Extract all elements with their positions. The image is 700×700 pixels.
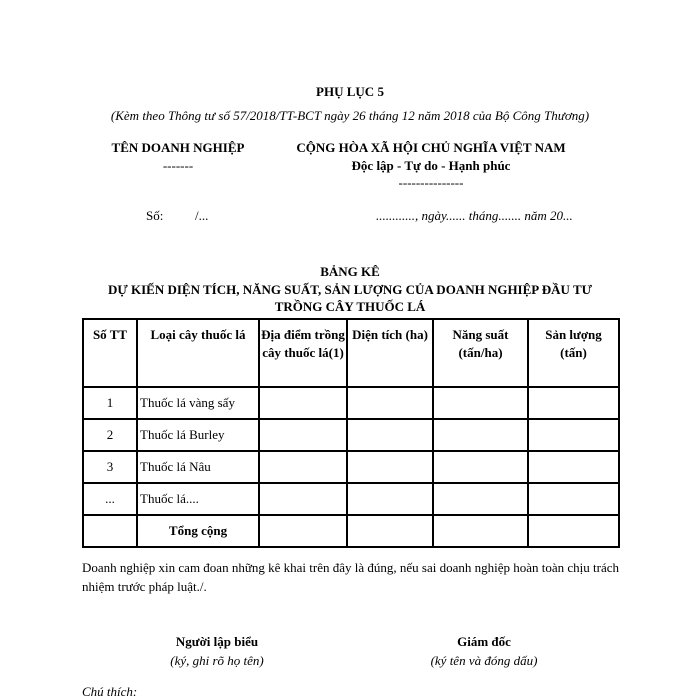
total-stt-cell bbox=[83, 515, 137, 547]
row-output-cell bbox=[528, 387, 619, 419]
motto: Độc lập - Tự do - Hạnh phúc bbox=[351, 158, 511, 173]
report-title-line2: DỰ KIẾN DIỆN TÍCH, NĂNG SUẤT, SẢN LƯỢNG CỦA DOANH NGHIỆP ĐẦU TƯ bbox=[108, 282, 592, 297]
row-type: Thuốc lá Nâu bbox=[137, 451, 259, 483]
footnote-label: Chú thích: bbox=[82, 684, 138, 699]
row-type: Thuốc lá vàng sấy bbox=[137, 387, 259, 419]
number-label: Số: bbox=[146, 208, 164, 223]
row-yield-cell bbox=[433, 483, 528, 515]
total-output-cell bbox=[528, 515, 619, 547]
table-row bbox=[83, 483, 619, 515]
row-type: Thuốc lá Burley bbox=[137, 419, 259, 451]
row-yield-cell bbox=[433, 419, 528, 451]
org-underline: ------- bbox=[162, 158, 194, 173]
table-header-row bbox=[83, 319, 619, 387]
report-title-line3: TRỒNG CÂY THUỐC LÁ bbox=[274, 299, 426, 314]
row-stt: 3 bbox=[83, 451, 137, 483]
row-location-cell bbox=[259, 483, 347, 515]
row-area-cell bbox=[347, 451, 433, 483]
director-title: Giám đốc bbox=[457, 634, 511, 649]
row-location-cell bbox=[259, 387, 347, 419]
row-location-cell bbox=[259, 419, 347, 451]
row-area-cell bbox=[347, 483, 433, 515]
number-value: /... bbox=[195, 208, 209, 223]
row-yield-cell bbox=[433, 451, 528, 483]
preparer-note: (ký, ghi rõ họ tên) bbox=[170, 653, 264, 668]
row-area-cell bbox=[347, 419, 433, 451]
row-type: Thuốc lá.... bbox=[137, 483, 259, 515]
header-type: Loại cây thuốc lá bbox=[137, 319, 259, 387]
country-title: CỘNG HÒA XÃ HỘI CHỦ NGHĨA VIỆT NAM bbox=[296, 140, 566, 155]
appendix-title: PHỤ LỤC 5 bbox=[316, 84, 384, 99]
total-area-cell bbox=[347, 515, 433, 547]
table-row bbox=[83, 387, 619, 419]
header-stt: Số TT bbox=[83, 319, 137, 387]
report-title-line1: BẢNG KÊ bbox=[320, 264, 380, 279]
org-label: TÊN DOANH NGHIỆP bbox=[111, 140, 245, 155]
row-stt: 1 bbox=[83, 387, 137, 419]
header-location: Địa điểm trồng cây thuốc lá(1) bbox=[259, 319, 347, 387]
total-location-cell bbox=[259, 515, 347, 547]
motto-underline: --------------- bbox=[398, 175, 464, 190]
total-yield-cell bbox=[433, 515, 528, 547]
director-note: (ký tên và đóng dấu) bbox=[430, 653, 538, 668]
commitment-text: Doanh nghiệp xin cam đoan những kê khai trên đây là đúng, nếu sai doanh nghiệp hoàn toàn chịu trách nhiệm trước pháp luật./. bbox=[82, 560, 620, 594]
row-yield-cell bbox=[433, 387, 528, 419]
header-yield: Năng suất (tấn/ha) bbox=[433, 319, 528, 387]
report-table bbox=[82, 318, 620, 548]
date-line: ............, ngày...... tháng....... năm 20... bbox=[376, 208, 573, 223]
row-output-cell bbox=[528, 483, 619, 515]
preparer-title: Người lập biểu bbox=[175, 634, 259, 649]
table-total-row bbox=[83, 515, 619, 547]
row-output-cell bbox=[528, 451, 619, 483]
table-row bbox=[83, 451, 619, 483]
total-label: Tổng cộng bbox=[137, 515, 259, 547]
row-output-cell bbox=[528, 419, 619, 451]
header-output: Sản lượng (tấn) bbox=[528, 319, 619, 387]
row-stt: ... bbox=[83, 483, 137, 515]
row-location-cell bbox=[259, 451, 347, 483]
row-stt: 2 bbox=[83, 419, 137, 451]
row-area-cell bbox=[347, 387, 433, 419]
table-row bbox=[83, 419, 619, 451]
header-area: Diện tích (ha) bbox=[347, 319, 433, 387]
appendix-subtitle: (Kèm theo Thông tư số 57/2018/TT-BCT ngày 26 tháng 12 năm 2018 của Bộ Công Thương) bbox=[110, 108, 590, 123]
